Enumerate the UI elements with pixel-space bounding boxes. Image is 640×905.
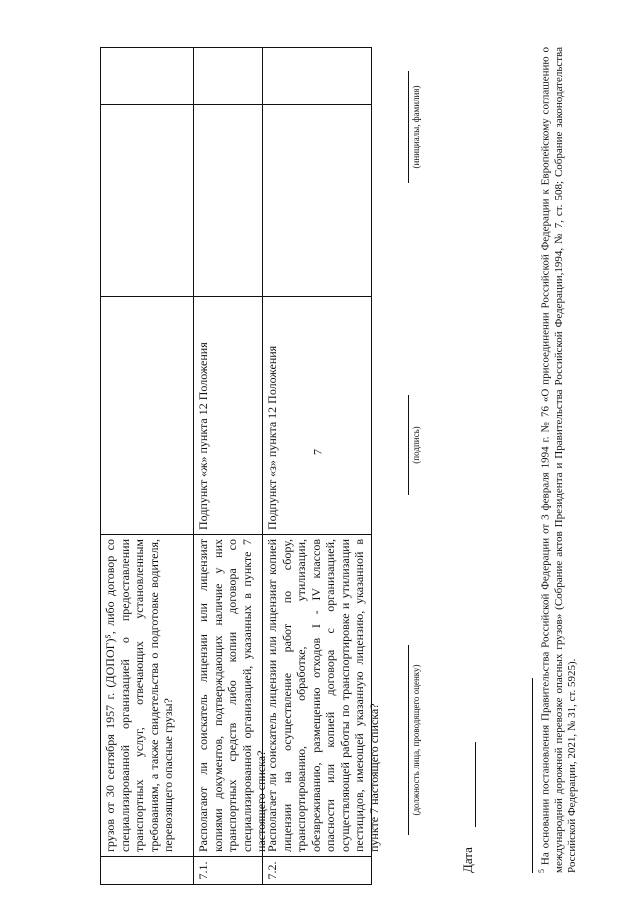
note-cell [263,47,371,104]
note-cell [101,47,193,104]
item-number: 7.1. [194,856,262,884]
table-row [263,47,381,884]
rotated-document [5,45,615,885]
position-line [408,645,409,835]
date-line [475,742,476,827]
legal-basis: Подпункт «ж» пункта 12 Положения [194,296,262,534]
footnote [535,47,579,873]
signature-caption: (подпись) [411,426,421,464]
item-number: 7.2. [263,856,371,884]
page-number: 7 [310,449,325,455]
legal-basis [101,296,193,534]
name-line [408,71,409,183]
answer-cell [263,104,371,296]
table-row [101,47,194,884]
position-caption: (должность лица, проводящего оценку) [411,664,421,816]
answer-cell [101,104,193,296]
footnote-rule [532,678,533,873]
question-text: Располагает ли соискатель лицензии или лицензиат копией лицензии на осуществление работ по сбору, транспортированию, обработке, утилизации, обезвреживанию, размещению отходов I - IV классов опасности или копией договора с организацией, осуществляющей работы по транспортировке и утилизации пестицидов, имеющей указанную лицензию, указанной в пункте 7 настоящего списка? [263,534,371,856]
table-row [194,47,268,884]
checklist-table [100,47,381,885]
question-text: грузов от 30 сентября 1957 г. (ДОПОГ)⁵, либо договор со специализированной организацией о предоставлении транспортных услуг, отвечающих установленным требованиям, а также свидетельства о подготовке водителя, перевозящего опасные грузы? [101,534,193,856]
note-cell [194,47,262,104]
footnote-marker: 5 [537,869,546,873]
answer-cell [194,104,262,296]
question-text: Располагают ли соискатель лицензии или лицензиат копиями документов, подтверждающих наличие у них транспортных средств либо копии договора со специализированной организацией, указанных в пункте 7 настоящего списка? [194,534,262,856]
signature-line [408,395,409,495]
item-number [101,856,193,884]
legal-basis: Подпункт «з» пункта 12 Положения [263,296,371,534]
footnote-text: На основании постановления Правительства Российской Федерации от 3 февраля 1994 г. № 76 «О присоединении Российской Федерации к Европейскому соглашению о международной дорожной перевозке опасных грузов» (Собрание актов Президента и Правительства Российской Федерации,1994, № 7, ст. 508; Собрание законодательства Российской Федерации, 2021, № 31, ст. 5925). [539,47,578,873]
date-label: Дата [460,847,475,873]
name-caption: (инициалы, фамилия) [411,85,421,169]
